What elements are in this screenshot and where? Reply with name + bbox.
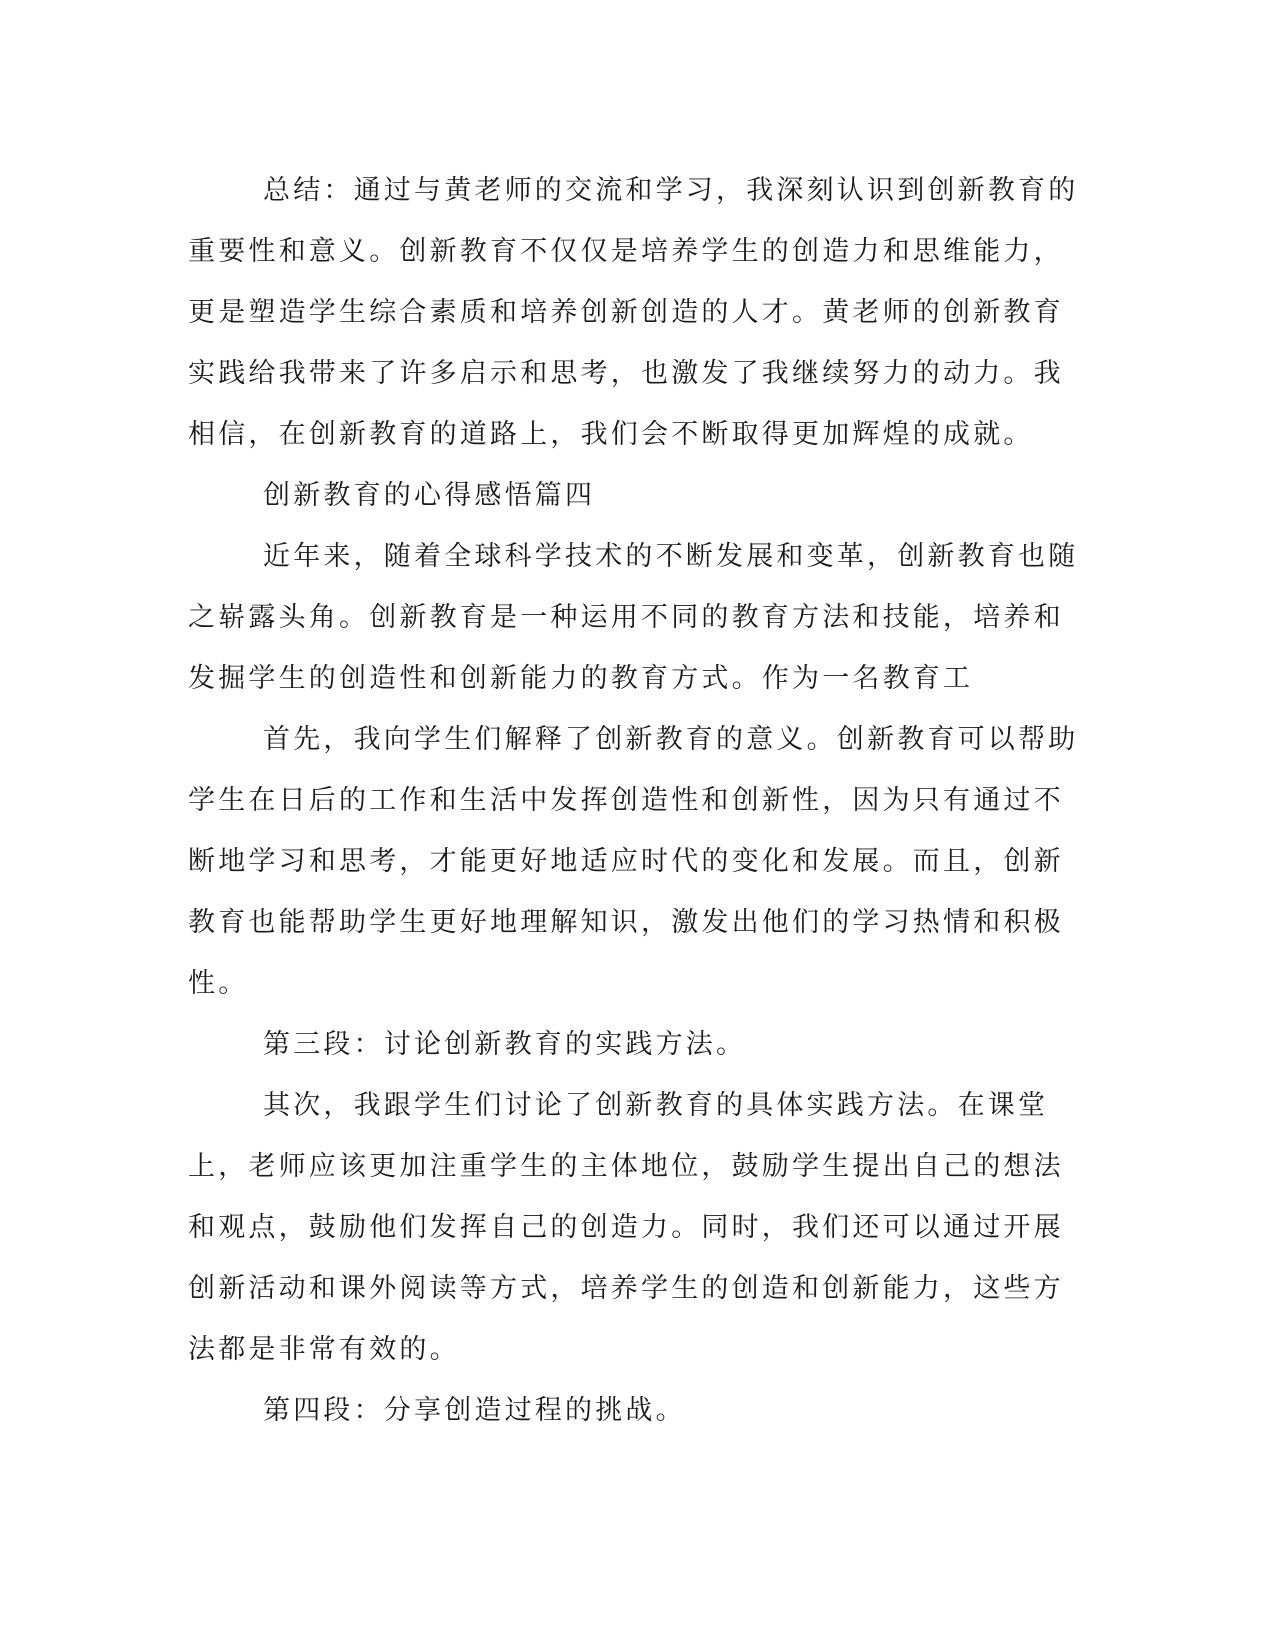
intro-paragraph: 近年来，随着全球科学技术的不断发展和变革，创新教育也随之崭露头角。创新教育是一种运用不同的教育方法和技能，培养和发掘学生的创造性和创新能力的教育方式。作为一名教育工	[188, 541, 1079, 694]
document-body	[188, 160, 1088, 1441]
section-heading: 创新教育的心得感悟篇四	[263, 480, 596, 511]
summary-paragraph: 总结：通过与黄老师的交流和学习，我深刻认识到创新教育的重要性和意义。创新教育不仅仅是培养学生的创造力和思维能力，更是塑造学生综合素质和培养创新创造的人才。黄老师的创新教育实践给我带来了许多启示和思考，也激发了我继续努力的动力。我相信，在创新教育的道路上，我们会不断取得更加辉煌的成就。	[188, 175, 1079, 450]
third-section-heading: 第三段：讨论创新教育的实践方法。	[263, 1029, 747, 1060]
first-point-paragraph: 首先，我向学生们解释了创新教育的意义。创新教育可以帮助学生在日后的工作和生活中发挥创造性和创新性，因为只有通过不断地学习和思考，才能更好地适应时代的变化和发展。而且，创新教育也能帮助学生更好地理解知识，激发出他们的学习热情和积极性。	[188, 724, 1079, 999]
practice-methods-paragraph: 其次，我跟学生们讨论了创新教育的具体实践方法。在课堂上，老师应该更加注重学生的主体地位，鼓励学生提出自己的想法和观点，鼓励他们发挥自己的创造力。同时，我们还可以通过开展创新活动和课外阅读等方式，培养学生的创造和创新能力，这些方法都是非常有效的。	[188, 1090, 1064, 1365]
fourth-section-heading: 第四段：分享创造过程的挑战。	[263, 1395, 686, 1426]
